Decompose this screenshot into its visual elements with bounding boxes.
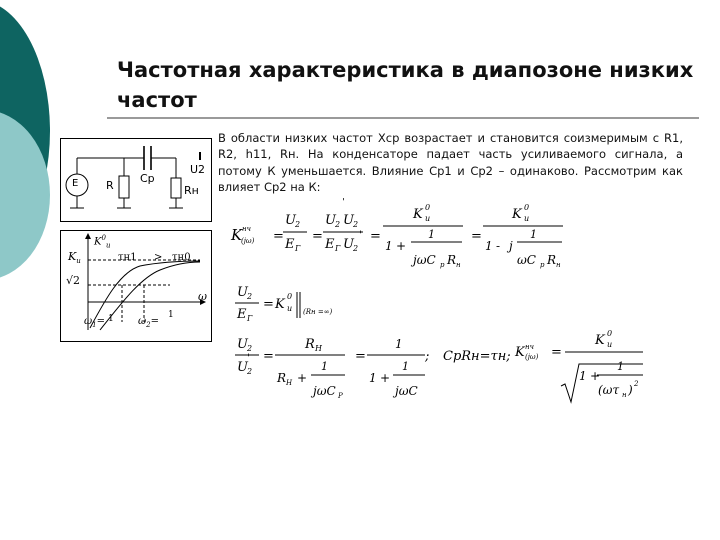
tau-gt-label: > [154, 252, 163, 263]
svg-text:1: 1 [428, 228, 435, 241]
svg-text:U: U [325, 213, 336, 228]
circuit-diagram [60, 138, 212, 222]
svg-text:2: 2 [247, 344, 253, 353]
svg-text:1: 1 [485, 239, 493, 253]
svg-text:K: K [413, 207, 423, 222]
svg-text:(Rн =∞): (Rн =∞) [303, 308, 333, 316]
svg-text:R: R [447, 253, 457, 267]
svg-text:jωC: jωC [313, 384, 336, 398]
svg-text:2: 2 [634, 380, 639, 388]
svg-text:и: и [607, 340, 613, 349]
svg-text:;: ; [425, 349, 430, 364]
svg-text:2: 2 [247, 292, 253, 301]
one-label-1: 1 [108, 314, 114, 324]
svg-text:+: + [590, 369, 601, 383]
svg-text:и: и [524, 214, 530, 223]
svg-text:ωC: ωC [517, 253, 536, 267]
frequency-response-plot [60, 230, 212, 342]
slide-title: Частотная характеристика в диапозоне низких частот [117, 58, 694, 112]
svg-text:CрRн=τн;: CрRн=τн; [443, 349, 511, 364]
svg-text:н: н [622, 391, 627, 399]
svg-text:': ' [247, 353, 250, 364]
svg-text:K: K [515, 345, 525, 360]
svg-text:=: = [312, 229, 323, 244]
svg-text:0: 0 [287, 292, 293, 301]
svg-text:jωC: jωC [413, 253, 436, 267]
svg-text:U: U [343, 237, 354, 252]
svg-text:=: = [551, 345, 562, 360]
svg-text:1: 1 [530, 228, 537, 241]
omega2-label: $\omega_2=$ [138, 316, 160, 329]
svg-text:н: н [556, 261, 561, 269]
svg-text:1: 1 [617, 360, 624, 373]
svg-text:0: 0 [425, 203, 431, 212]
svg-text:U: U [237, 360, 248, 375]
svg-text:=: = [370, 229, 381, 244]
svg-text:р: р [540, 261, 545, 269]
svg-text:и: и [287, 304, 293, 313]
svg-text:Р: Р [338, 392, 343, 400]
svg-text:2: 2 [335, 220, 341, 229]
svg-text:K: K [275, 297, 285, 312]
circuit-resistor-label: R [106, 179, 114, 192]
svg-text:нч: нч [525, 343, 534, 351]
svg-text:1: 1 [579, 369, 587, 383]
svg-text:2: 2 [353, 244, 359, 253]
svg-text:': ' [342, 198, 345, 208]
svg-text:Г: Г [295, 244, 301, 253]
svg-text:j: j [509, 239, 513, 253]
svg-text:1: 1 [395, 337, 403, 351]
svg-text:': ' [235, 278, 238, 284]
circuit-source-label: E [72, 178, 79, 189]
equation-1 [225, 198, 605, 278]
svg-text:Н: Н [315, 344, 322, 353]
svg-text:1: 1 [321, 360, 328, 373]
svg-text:+: + [380, 371, 391, 385]
svg-text:=: = [355, 349, 366, 364]
equation-2 [225, 278, 405, 328]
svg-text:(jω): (jω) [241, 237, 255, 245]
svg-text:1: 1 [402, 360, 409, 373]
svg-text:U: U [237, 285, 248, 300]
svg-text:R: R [305, 337, 315, 352]
svg-text:н: н [456, 261, 461, 269]
omega1-label: $\omega_1=$ [84, 316, 106, 329]
circuit-u2-label: U2 [190, 163, 206, 176]
k-level-label: $K_и$ [68, 250, 81, 266]
svg-text:1: 1 [385, 239, 393, 253]
tau-h0-label: τн0 [172, 252, 191, 263]
title-underline [107, 117, 699, 119]
svg-text:K: K [512, 207, 522, 222]
svg-text:=: = [471, 229, 482, 244]
svg-text:=: = [263, 297, 274, 312]
svg-text:=: = [263, 349, 274, 364]
svg-text:): ) [628, 383, 633, 397]
svg-text:R: R [277, 371, 287, 385]
svg-text:(jω): (jω) [525, 353, 539, 361]
sqrt2-label: √2 [66, 274, 81, 287]
svg-text:Н: Н [286, 379, 293, 387]
svg-text:нч: нч [242, 225, 251, 233]
svg-text:2: 2 [295, 220, 301, 229]
body-paragraph: В области низких частот Xср возрастает и становится соизмеримым с R1, R2, h11, Rн. На конденсаторе падает часть усиливаемого сигнала, а потому К уменьшается. Влияние Ср1 и Ср2 – одинаково. Рассмотрим как влияет Ср2 на К: [218, 131, 683, 194]
svg-text:jωC: jωC [395, 384, 418, 398]
svg-text:K: K [231, 226, 243, 244]
svg-text:U: U [285, 213, 296, 228]
svg-text:2: 2 [353, 220, 359, 229]
svg-text:Г: Г [247, 314, 253, 323]
svg-text:0: 0 [607, 330, 613, 338]
circuit-capacitor-label: Cp [140, 172, 155, 185]
k-axis-label: $K^0_и$ [94, 234, 111, 250]
one-label-2: 1 [168, 310, 174, 320]
svg-text:1: 1 [369, 371, 377, 385]
svg-text:Г: Г [335, 244, 341, 253]
svg-text:-: - [496, 239, 501, 253]
circuit-load-label: Rн [184, 184, 199, 197]
svg-text:': ' [359, 230, 362, 241]
svg-text:E: E [237, 307, 247, 322]
svg-text:и: и [425, 214, 431, 223]
svg-text:(ωτ: (ωτ [598, 383, 620, 397]
svg-text:+: + [297, 371, 308, 385]
svg-text:U: U [343, 213, 354, 228]
svg-text:E: E [325, 237, 335, 252]
svg-text:2: 2 [247, 367, 253, 376]
svg-text:р: р [440, 261, 445, 269]
svg-text:U: U [237, 337, 248, 352]
svg-text:+: + [396, 239, 407, 253]
svg-text:R: R [547, 253, 557, 267]
svg-text:E: E [285, 237, 295, 252]
svg-text:K: K [595, 333, 605, 348]
tau-h1-label: τн1 [118, 252, 137, 263]
omega-axis-label: ω [198, 290, 207, 303]
equation-3 [225, 330, 675, 410]
svg-text:=: = [273, 229, 284, 244]
svg-text:0: 0 [524, 203, 530, 212]
